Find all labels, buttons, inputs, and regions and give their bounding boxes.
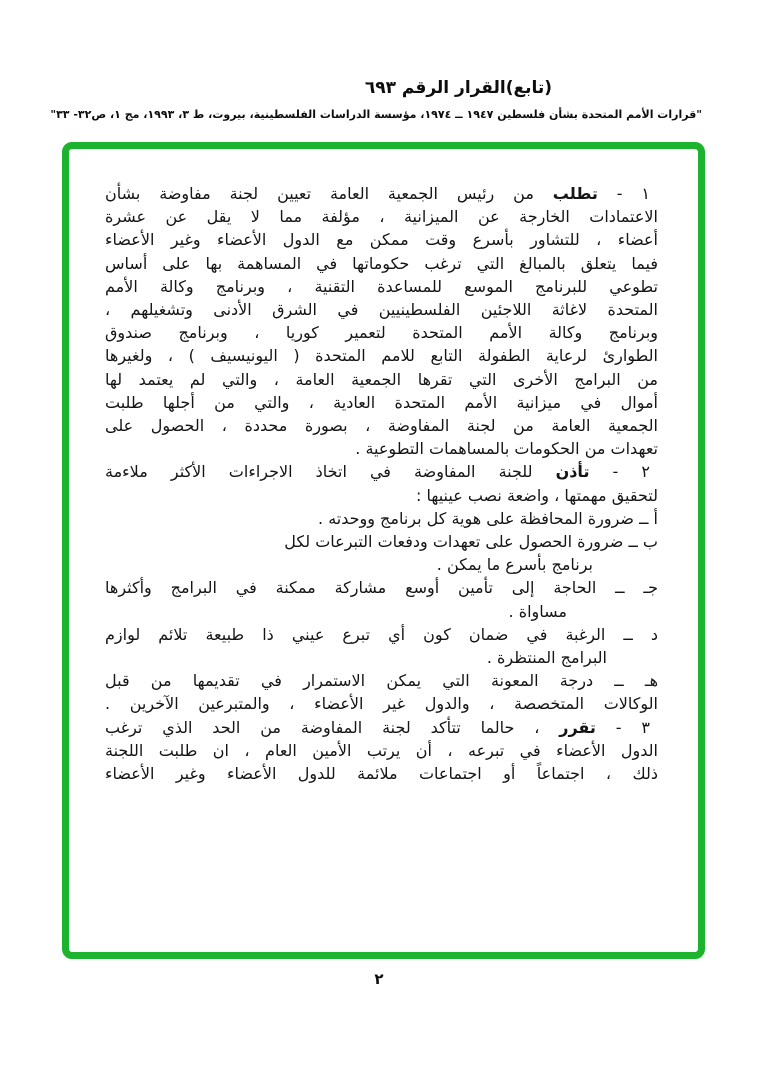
text-line: تعهدات من الحكومات بالمساهمات التطوعية . [355, 439, 658, 459]
text-line: ١ - تطلب من رئيس الجمعية العامة تعيين لجنة مفاوضة بشأن [105, 184, 650, 203]
text-line: وبرنامج وكالة الأمم المتحدة لتعمير كوريا ، وبرنامج صندوق [105, 323, 658, 343]
text-line: الاعتمادات الخارجة عن الميزانية ، مؤلفة مما لا يقل عن عشرة [105, 207, 658, 227]
text-line: جـ ــ الحاجة إلى تأمين أوسع مشاركة ممكنة في البرامج وأكثرها [105, 578, 658, 598]
text-line: ذلك ، اجتماعاً أو اجتماعات ملائمة للدول الأعضاء وغير الأعضاء [105, 764, 658, 784]
text-line: ب ــ ضرورة الحصول على تعهدات ودفعات التبرعات لكل [284, 532, 658, 552]
document-title: (تابع)القرار الرقم ٦٩٣ [364, 78, 552, 98]
text-line: برنامج بأسرع ما يمكن . [436, 555, 593, 575]
text-line: د ــ الرغبة في ضمان كون أي تبرع عيني ذا طبيعة تلائم لوازم [105, 624, 658, 644]
text-line: من البرامج الأخرى التي تقرها الجمعية العامة ، والتي لم يعتمد لها [105, 369, 658, 389]
page-number: ٢ [374, 970, 384, 988]
text-line: أ ــ ضرورة المحافظة على هوية كل برنامج ووحدته . [318, 508, 658, 528]
document-lines [69, 149, 698, 952]
text-line: المتحدة لاغاثة اللاجئين الفلسطينيين في الشرق الأدنى وتشغيلهم ، [105, 300, 658, 320]
text-line: الدول الأعضاء في تبرعه ، أن يرتب الأمين العام ، ان طلبت اللجنة [105, 740, 658, 760]
text-line: أعضاء ، للتشاور بأسرع وقت ممكن مع الدول الأعضاء وغير الأعضاء [105, 230, 658, 250]
text-line: ٢ - تأذن للجنة المفاوضة في اتخاذ الاجراءات الأكثر ملاءمة [105, 462, 650, 482]
text-line: مساواة . [508, 601, 567, 621]
text-line: الطوارئ لرعاية الطفولة التابع للامم المتحدة ( اليونيسيف ) ، ولغيرها [105, 346, 658, 366]
text-line: فيما يتعلق بالمبالغ التي ترغب حكوماتها في المساهمة بها على أساس [105, 253, 658, 273]
text-line: الوكالات المتخصصة ، والدول غير الأعضاء ، والمتبرعين الآخرين . [105, 694, 658, 714]
text-line: البرامج المنتظرة . [486, 648, 607, 668]
source-citation: "قرارات الأمم المتحدة بشأن فلسطين ١٩٤٧ ــ ١٩٧٤، مؤسسة الدراسات الفلسطينية، بيروت، ط ٣، ١٩٩٣، مج ١، ص٣٢- ٣٣" [50, 108, 702, 121]
text-line: لتحقيق مهمتها ، واضعة نصب عينيها : [415, 485, 658, 505]
text-line: هـ ــ درجة المعونة التي يمكن الاستمرار في تقديمها من قبل [105, 671, 658, 691]
text-line: الجمعية العامة من لجنة المفاوضة ، بصورة محددة ، الحصول على [105, 416, 658, 436]
text-line: أموال في ميزانية الأمم المتحدة العادية ، والتي من أجلها طلبت [105, 392, 658, 412]
text-line: تطوعي للبرنامج الموسع للمساعدة التقنية ، وبرنامج وكالة الأمم [105, 276, 658, 296]
document-frame [62, 142, 705, 959]
text-line: ٣ - تقرر ، حالما تتأكد لجنة المفاوضة من الحد الذي ترغب [105, 717, 650, 737]
